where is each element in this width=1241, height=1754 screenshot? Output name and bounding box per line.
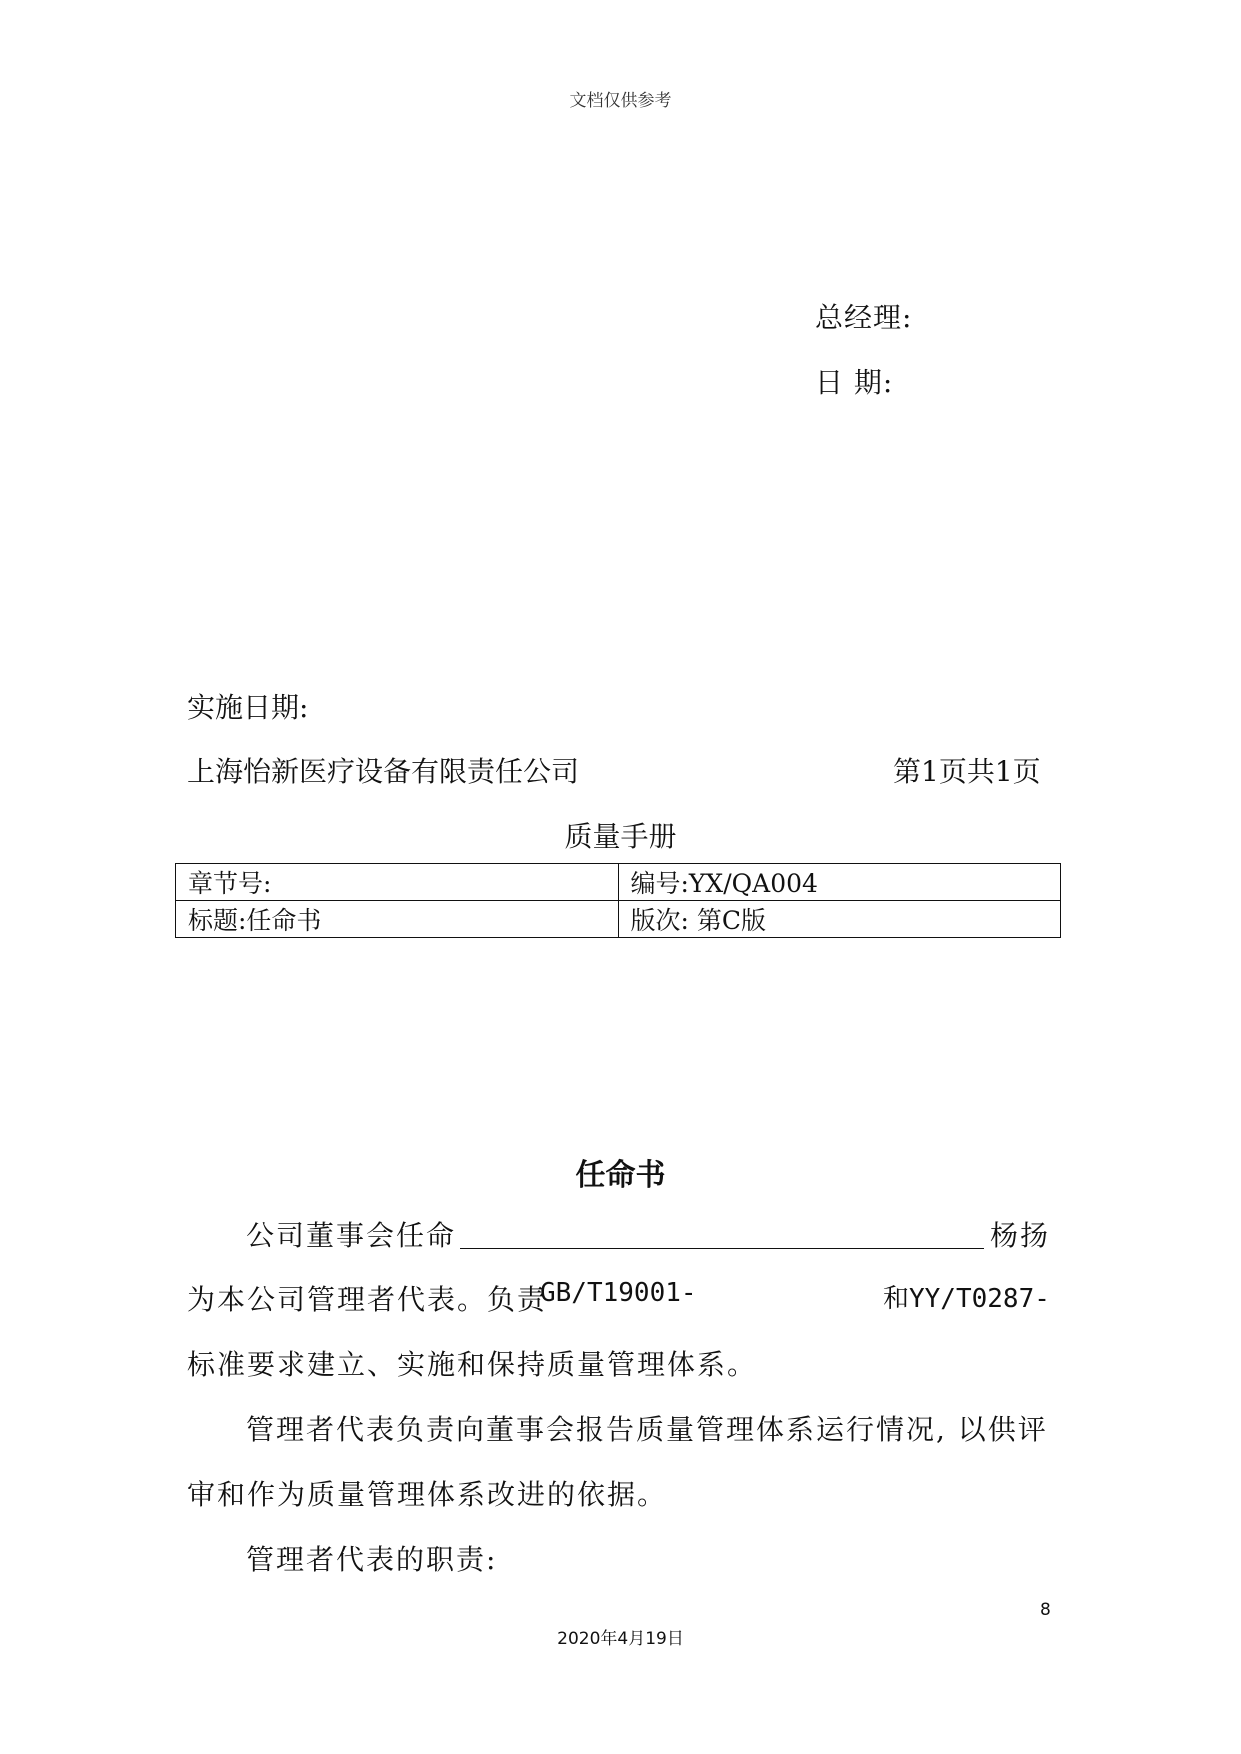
company-name: 上海怡新医疗设备有限责任公司 [187,755,580,788]
signature-date-label: 日 期: [815,366,894,399]
responsibility-line-start: 为本公司管理者代表。负责 [187,1283,548,1316]
appointee-name: 杨扬 [990,1219,1051,1252]
page-number: 8 [1040,1600,1051,1620]
standard-gb: GB/T19001- [540,1278,697,1308]
header-note: 文档仅供参考 [569,91,672,111]
duties-heading: 管理者代表的职责: [246,1543,498,1576]
chapter-cell: 章节号: [176,864,619,901]
body-paragraph-line: 审和作为质量管理体系改进的依据。 [187,1478,668,1511]
manual-title: 质量手册 [564,820,677,853]
document-info-table [175,863,1061,938]
edition-cell: 版次: 第C版 [618,901,1061,938]
table-row [176,901,1061,938]
title-cell: 标题:任命书 [176,901,619,938]
body-paragraph-line: 标准要求建立、实施和保持质量管理体系。 [187,1348,758,1381]
document-title: 任命书 [575,1158,666,1193]
standard-yy: 和YY/T0287- [883,1284,1050,1314]
code-cell: 编号:YX/QA004 [618,864,1061,901]
general-manager-label: 总经理: [815,301,913,334]
footer-date: 2020年4月19日 [557,1629,684,1649]
page-info: 第1页共1页 [893,755,1041,788]
implementation-date-label: 实施日期: [187,691,309,724]
body-paragraph-line: 管理者代表负责向董事会报告质量管理体系运行情况, 以供评 [246,1413,1048,1446]
appointment-line-start: 公司董事会任命 [246,1219,457,1252]
appointee-underline [460,1248,984,1249]
table-row [176,864,1061,901]
